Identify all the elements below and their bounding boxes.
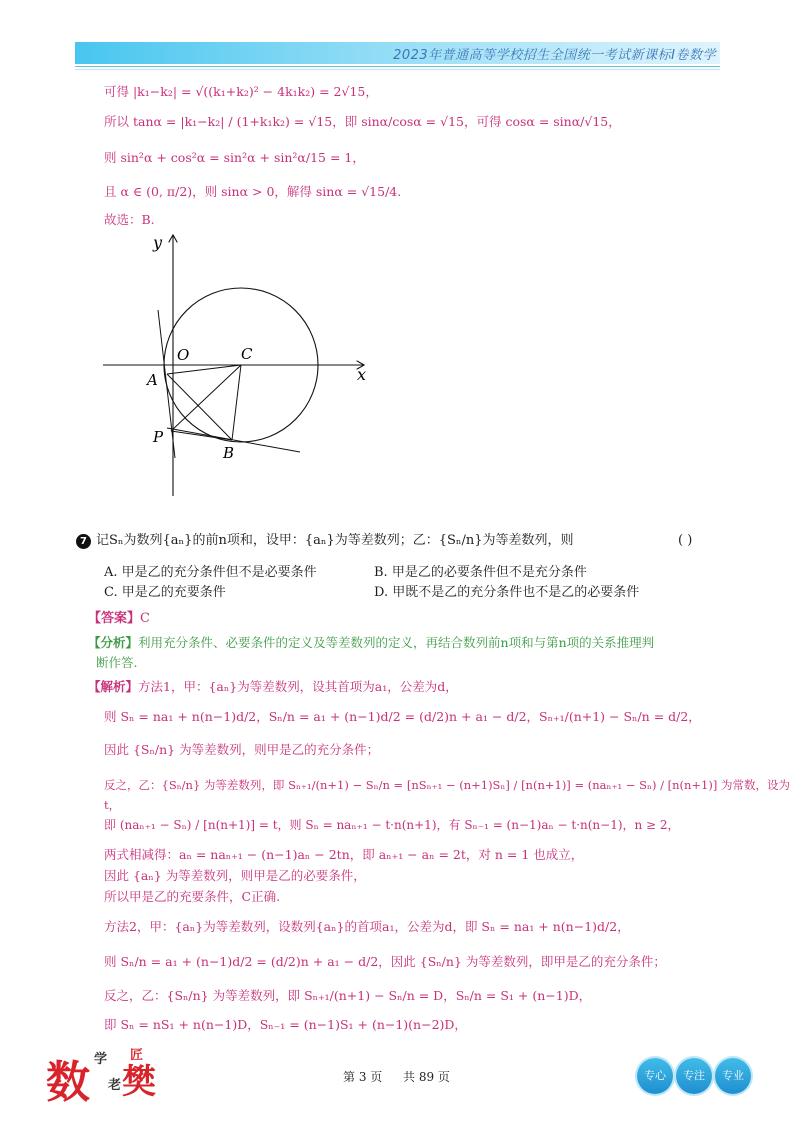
prev-line-4: 且 α ∈ (0, π/2)，则 sinα > 0，解得 sinα = √15/4. [104,184,402,199]
solution-line-9: 方法2，甲：{aₙ}为等差数列，设数列{aₙ}的首项a₁，公差为d，即 Sₙ = na₁ + n(n−1)d/2， [104,919,630,934]
segment-pc [171,365,241,431]
analysis-line-2: 断作答. [96,655,138,670]
prev-line-1: 可得 |k₁−k₂| = √((k₁+k₂)² − 4k₁k₂) = 2√15， [104,84,378,99]
analysis-text: 利用充分条件、必要条件的定义及等差数列的定义，再结合数列前n项和与第n项的关系推理判 [138,635,655,650]
solution-line-6: 两式相减得：aₙ = naₙ₊₁ − (n−1)aₙ − 2tn，即 aₙ₊₁ − aₙ = 2t，对 n = 1 也成立， [104,847,584,862]
label-o: O [177,346,190,364]
prev-line-3: 则 sin²α + cos²α = sin²α + sin²α/15 = 1， [104,150,365,165]
logo-char-3: 老 [108,1078,122,1093]
option-d: D. 甲既不是乙的充分条件也不是乙的必要条件 [374,585,640,600]
option-a: A. 甲是乙的充分条件但不是必要条件 [104,565,317,580]
label-x: x [357,365,367,384]
solution-line-11: 反之，乙：{Sₙ/n} 为等差数列，即 Sₙ₊₁/(n+1) − Sₙ/n = D，Sₙ/n = S₁ + (n−1)D， [104,988,592,1003]
solution-text-1: 方法1，甲：{aₙ}为等差数列，设其首项为a₁，公差为d， [138,679,458,694]
answer-label [88,607,150,626]
label-p: P [153,428,164,446]
prev-line-2: 所以 tanα = |k₁−k₂| / (1+k₁k₂) = √15，即 sinα/cosα = √15，可得 cosα = sinα/√15， [104,114,621,129]
solution-line-1 [88,677,458,697]
solution-line-8: 所以甲是乙的充要条件，C正确. [104,889,281,904]
solution-line-4: 反之，乙：{Sₙ/n} 为等差数列，即 Sₙ₊₁/(n+1) − Sₙ/n = [nSₙ₊₁ − (n+1)Sₙ] / [n(n+1)] = (naₙ₊₁ − Sₙ) / [n(n+1)] 为常数，设为t， [104,778,790,812]
logo-char-1: 数 [46,1057,86,1108]
solution-line-3: 因此 {Sₙ/n} 为等差数列，则甲是乙的充分条件； [104,742,380,757]
segment-pb [171,431,232,440]
label-b: B [223,444,235,462]
question-number: 7 [76,534,91,549]
analysis-tag: 【分析】 [88,635,139,650]
geometry-figure [95,228,385,508]
segment-ac [167,365,241,374]
solution-line-10: 则 Sₙ/n = a₁ + (n−1)d/2 = (d/2)n + a₁ − d/2，因此 {Sₙ/n} 为等差数列，即甲是乙的充分条件； [104,954,666,969]
footer-pill-3: 专业 [715,1058,751,1094]
solution-line-12: 即 Sₙ = nS₁ + n(n−1)D，Sₙ₋₁ = (n−1)S₁ + (n−1)(n−2)D， [104,1017,467,1032]
logo-char-5: 樊 [122,1062,152,1102]
option-b: B. 甲是乙的必要条件但不是充分条件 [374,565,587,580]
analysis-line-1 [88,633,728,653]
solution-line-7: 因此 {aₙ} 为等差数列，则甲是乙的必要条件， [104,868,366,883]
answer-value: C [140,611,150,626]
footer-logo [46,1040,176,1110]
answer-bracket: ( ) [678,533,693,548]
answer-tag: 【答案】 [88,611,141,626]
footer-total: 共 89 页 [403,1070,450,1084]
question-stem: 记Sₙ为数列{aₙ}的前n项和，设甲：{aₙ}为等差数列；乙：{Sₙ/n}为等差数列，则 [96,533,574,548]
solution-tag: 【解析】 [88,679,139,694]
label-c: C [241,345,253,363]
option-c: C. 甲是乙的充要条件 [104,585,226,600]
footer-pill-1: 专心 [637,1058,673,1094]
logo-char-2: 学 [94,1052,108,1067]
logo-char-4: 匠 [130,1048,144,1063]
header-rule [75,66,720,67]
footer-page: 第 3 页 [343,1070,383,1084]
label-a: A [147,371,158,389]
solution-line-5: 即 (naₙ₊₁ − Sₙ) / [n(n+1)] = t，则 Sₙ = naₙ₊₁ − t·n(n+1)，有 Sₙ₋₁ = (n−1)aₙ − t·n(n−1)，n ≥ 2， [104,818,680,832]
segment-cb [232,365,241,440]
header-rule-thin [75,69,720,70]
header-title: 2023年普通高等学校招生全国统一考试新课标Ⅰ卷数学 [393,48,716,63]
label-y: y [153,233,163,252]
prev-line-5: 故选：B. [104,212,155,227]
footer-pill-2: 专注 [676,1058,712,1094]
solution-line-2: 则 Sₙ = na₁ + n(n−1)d/2，Sₙ/n = a₁ + (n−1)d/2 = (d/2)n + a₁ − d/2，Sₙ₊₁/(n+1) − Sₙ/n = d/2， [104,709,701,724]
